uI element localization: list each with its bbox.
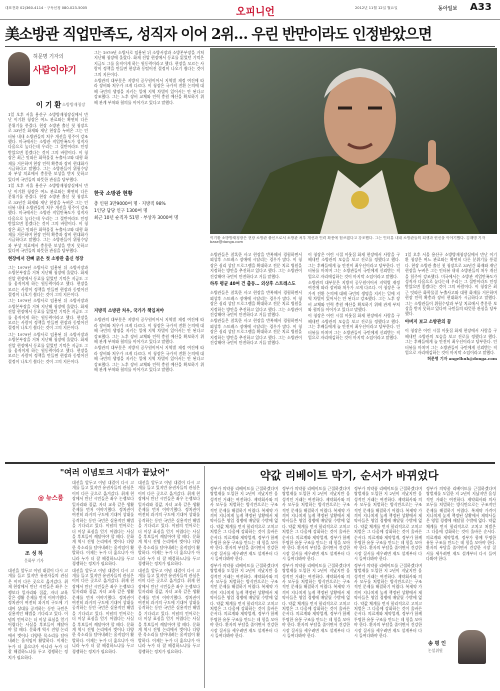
- photo-caption: 이기환 소방방재청장은 현장 소방관 출신으로서 소방관 처우 개선과 인력 확충에 힘쓰겠다고 강조했다. 그는 인터뷰 내내 소방관들의 희생과 헌신을 이야기했다. 김재명 기자 base@donga.com: [210, 236, 486, 245]
- top-bar: [0, 0, 500, 20]
- section-divider: [5, 462, 495, 464]
- photo-portrait-graphic: [210, 48, 497, 234]
- section-label: 오피니언: [236, 7, 275, 18]
- reporter-email: 허문명 기자 angelhuh@donga.com: [427, 356, 497, 362]
- reporter-portrait: [8, 52, 30, 86]
- main-headline: 美소방관 직업만족도, 성직자 이어 2위… 우린 반만이라도 인정받았으면: [5, 26, 432, 43]
- bottom-right-body-c: 정부가 의약품 리베이트를 근절하겠다며 쌍벌제를 도입한 지 2년이 지났지만 음성적인 거래는 여전하다. 제약회사와 의사 모두를 처벌하는 방식만으로는 구조적인 문제를 해결하기 어렵다. 복제약 가격이 지나치게 높게 책정된 상황에서 제약사들은 영업 경쟁에 매달릴 수밖에 없다. 약값 체계를 먼저 합리적으로 고치고 처벌은 그 다음에 강화하는 것이 올바른 순서다. 의료계와 제약업계, 정부가 함께 투명한 유통 구조를 만드는 데 힘을 모아야 한다. 환자의 부담을 줄이면서 건강한 시장 질서를 세우려면 제도 설계부터 다시 들여다봐야 한다. 정부가 의약품 리베이트를 근절하겠다며 쌍벌제를 도입한 지 2년이 지났지만 음성적인 거래는 여전하다. 제약회사와 의사 모두를 처벌하는 방식만으로는 구조적인 문제를 해결하기 어렵다. 복제약 가격이 지나치게 높게 책정된 상황에서 제약사들은 영업 경쟁에 매달릴 수밖에 없다. 약값 체계를 먼저 합리적으로 고치고 처벌은 그 다음에 강화하는 것이 올바른 순서다. 의료계와 제약업계, 정부가 함께 투명한 유통 구조를 만드는 데 힘을 모아야 한다. 환자의 부담을 줄이면서 건강한 시장 질서를 세우려면 제도 설계부터 다시 들여다봐야 한다.: [354, 486, 422, 638]
- column-body-5: 이 청장은 어린 시절 이웃집 화재 현장에서 사람을 구해내던 소방관의 모습을 보고 진로를 정했다고 했다. 그는 후배들에게 늘 안전이 최우선이라고 당부한다. 인터뷰를 마치며 그는 소방관들이 국민에게 신뢰받는 직업으로 자리매김하는 것이 마지막 소임이라고 말했다. 소방관의 대부분은 지방직 공무원이어서 지역별 재정 여건에 따라 장비와 처우가 크게 다르다. 이 청장은 국가직 전환 논의에 대해 국민의 생명을 지키는 일에 지역 차별이 있어서는 안 된다고 강조했다. 그는 노후 장비 교체와 인력 충원 예산을 확보하기 위해 관계 부처와 협의를 이어가고 있다고 말했다. 이 청장은 어린 시절 이웃집 화재 현장에서 사람을 구해내던 소방관의 모습을 보고 진로를 정했다고 했다. 그는 후배들에게 늘 안전이 최우선이라고 당부한다. 인터뷰를 마치며 그는 소방관들이 국민에게 신뢰받는 직업으로 자리매김하는 것이 마지막 소임이라고 말했다.: [308, 252, 400, 341]
- interviewee-name: 이 기 환: [36, 101, 62, 109]
- bottom-right-body-d: 정부가 의약품 리베이트를 근절하겠다며 쌍벌제를 도입한 지 2년이 지났지만 음성적인 거래는 여전하다. 제약회사와 의사 모두를 처벌하는 방식만으로는 구조적인 문제를 해결하기 어렵다. 복제약 가격이 지나치게 높게 책정된 상황에서 제약사들은 영업 경쟁에 매달릴 수밖에 없다. 약값 체계를 먼저 합리적으로 고치고 처벌은 그 다음에 강화하는 것이 올바른 순서다. 의료계와 제약업계, 정부가 함께 투명한 유통 구조를 만드는 데 힘을 모아야 한다. 환자의 부담을 줄이면서 건강한 시장 질서를 세우려면 제도 설계부터 다시 들여다봐야 한다.: [426, 486, 496, 562]
- subheading-3: 하루 평균 40여 건 출동… 외상후 스트레스도: [210, 282, 296, 288]
- bottom-left-body-c: 대선을 앞두고 이념 대결이 다시 고개를 들고 있지만 유권자들의 관심은 이미 다른 곳으로 옮겨갔다. 취재 현장에서 만난 시민들은 좌우 논쟁보다 일자리와 집값, 자녀 교육 같은 생활 문제를 먼저 이야기했다. 정치권이 여전히 과거의 구도에 기대어 상대를 공격하는 동안 국민은 실용적인 해법을 기다리고 있다. 이념의 언어로는 더 이상 표심을 얻기 어렵다는 사실을 후보들이 깨달아야 할 때다. 문화계 역시 진영 논리에서 벗어나 다양한 목소리를 담아내려는 움직임이 활발하다. 이제는 누가 더 옳으냐가 아니라 누가 더 잘 해결하느냐를 두고 경쟁하는 정치가 필요하다. 대선을 앞두고 이념 대결이 다시 고개를 들고 있지만 유권자들의 관심은 이미 다른 곳으로 옮겨갔다. 취재 현장에서 만난 시민들은 좌우 논쟁보다 일자리와 집값, 자녀 교육 같은 생활 문제를 먼저 이야기했다. 정치권이 여전히 과거의 구도에 기대어 상대를 공격하는 동안 국민은 실용적인 해법을 기다리고 있다. 이념의 언어로는 더 이상 표심을 얻기 어렵다는 사실을 후보들이 깨달아야 할 때다. 문화계 역시 진영 논리에서 벗어나 다양한 목소리를 담아내려는 움직임이 활발하다. 이제는 누가 더 옳으냐가 아니라 누가 더 잘 해결하느냐를 두고 경쟁하는 정치가 필요하다.: [138, 480, 200, 654]
- subheading-2: 지방직 소방관 처우, 국가가 책임져야: [94, 309, 164, 314]
- bottom-right-body-a: 정부가 의약품 리베이트를 근절하겠다며 쌍벌제를 도입한 지 2년이 지났지만 음성적인 거래는 여전하다. 제약회사와 의사 모두를 처벌하는 방식만으로는 구조적인 문제를 해결하기 어렵다. 복제약 가격이 지나치게 높게 책정된 상황에서 제약사들은 영업 경쟁에 매달릴 수밖에 없다. 약값 체계를 먼저 합리적으로 고치고 처벌은 그 다음에 강화하는 것이 올바른 순서다. 의료계와 제약업계, 정부가 함께 투명한 유통 구조를 만드는 데 힘을 모아야 한다. 환자의 부담을 줄이면서 건강한 시장 질서를 세우려면 제도 설계부터 다시 들여다봐야 한다. 정부가 의약품 리베이트를 근절하겠다며 쌍벌제를 도입한 지 2년이 지났지만 음성적인 거래는 여전하다. 제약회사와 의사 모두를 처벌하는 방식만으로는 구조적인 문제를 해결하기 어렵다. 복제약 가격이 지나치게 높게 책정된 상황에서 제약사들은 영업 경쟁에 매달릴 수밖에 없다. 약값 체계를 먼저 합리적으로 고치고 처벌은 그 다음에 강화하는 것이 올바른 순서다. 의료계와 제약업계, 정부가 함께 투명한 유통 구조를 만드는 데 힘을 모아야 한다. 환자의 부담을 줄이면서 건강한 시장 질서를 세우려면 제도 설계부터 다시 들여다봐야 한다.: [210, 486, 278, 638]
- bottom-left-body-a: 대선을 앞두고 이념 대결이 다시 고개를 들고 있지만 유권자들의 관심은 이미 다른 곳으로 옮겨갔다. 취재 현장에서 만난 시민들은 좌우 논쟁보다 일자리와 집값, 자녀 교육 같은 생활 문제를 먼저 이야기했다. 정치권이 여전히 과거의 구도에 기대어 상대를 공격하는 동안 국민은 실용적인 해법을 기다리고 있다. 이념의 언어로는 더 이상 표심을 얻기 어렵다는 사실을 후보들이 깨달아야 할 때다. 문화계 역시 진영 논리에서 벗어나 다양한 목소리를 담아내려는 움직임이 활발하다. 이제는 누가 더 옳으냐가 아니라 누가 더 잘 해결하느냐를 두고 경쟁하는 정치가 필요하다.: [8, 568, 68, 660]
- bottom-vertical-divider: [204, 466, 205, 688]
- headline-rule: [5, 46, 495, 47]
- author-title-right: 논설위원: [428, 648, 443, 653]
- newsroom-label: @ 뉴스룸: [38, 495, 64, 502]
- issue-date: 2012년 11월 12일 월요일: [355, 6, 398, 10]
- sidebar-item: 총 인원 3만9000여 명 · 지방직 98%: [94, 202, 166, 207]
- contact-info: 대표전화 02)360-4114 · 구독신청 080-023-5005: [5, 6, 88, 10]
- sidebar-item: 최근 10년 순직자 51명 · 부상자 3000여 명: [94, 216, 179, 221]
- author-title-left: 문화부 기자: [24, 558, 44, 563]
- paper-name: 동아일보: [438, 6, 458, 12]
- author-name-left: 조 성 하: [25, 551, 43, 557]
- column-series-title: 사람이야기: [33, 66, 77, 76]
- sidebar-title: 한국 소방관 현황: [94, 191, 133, 197]
- author-photo-right: [458, 630, 486, 664]
- bottom-right-title: 약값 리베이트 막기, 순서가 바뀌었다: [260, 469, 439, 482]
- subheading-4: 아버지 보고 소방관의 꿈: [405, 319, 451, 325]
- column-series-by: 허문명 기자의: [33, 54, 64, 60]
- author-photo-left: [18, 508, 48, 544]
- bottom-left-body-b: 대선을 앞두고 이념 대결이 다시 고개를 들고 있지만 유권자들의 관심은 이미 다른 곳으로 옮겨갔다. 취재 현장에서 만난 시민들은 좌우 논쟁보다 일자리와 집값, 자녀 교육 같은 생활 문제를 먼저 이야기했다. 정치권이 여전히 과거의 구도에 기대어 상대를 공격하는 동안 국민은 실용적인 해법을 기다리고 있다. 이념의 언어로는 더 이상 표심을 얻기 어렵다는 사실을 후보들이 깨달아야 할 때다. 문화계 역시 진영 논리에서 벗어나 다양한 목소리를 담아내려는 움직임이 활발하다. 이제는 누가 더 옳으냐가 아니라 누가 더 잘 해결하느냐를 두고 경쟁하는 정치가 필요하다. 대선을 앞두고 이념 대결이 다시 고개를 들고 있지만 유권자들의 관심은 이미 다른 곳으로 옮겨갔다. 취재 현장에서 만난 시민들은 좌우 논쟁보다 일자리와 집값, 자녀 교육 같은 생활 문제를 먼저 이야기했다. 정치권이 여전히 과거의 구도에 기대어 상대를 공격하는 동안 국민은 실용적인 해법을 기다리고 있다. 이념의 언어로는 더 이상 표심을 얻기 어렵다는 사실을 후보들이 깨달아야 할 때다. 문화계 역시 진영 논리에서 벗어나 다양한 목소리를 담아내려는 움직임이 활발하다. 이제는 누가 더 옳으냐가 아니라 누가 더 잘 해결하느냐를 두고 경쟁하는 정치가 필요하다.: [72, 480, 134, 654]
- column-body-3: 지방직 소방관 처우, 국가가 책임져야 소방관의 대부분은 지방직 공무원이어서 지역별 재정 여건에 따라 장비와 처우가 크게 다르다. 이 청장은 국가직 전환 논의에 대해 국민의 생명을 지키는 일에 지역 차별이 있어서는 안 된다고 강조했다. 그는 노후 장비 교체와 인력 충원 예산을 확보하기 위해 관계 부처와 협의를 이어가고 있다고 말했다. 소방관의 대부분은 지방직 공무원이어서 지역별 재정 여건에 따라 장비와 처우가 크게 다르다. 이 청장은 국가직 전환 논의에 대해 국민의 생명을 지키는 일에 지역 차별이 있어서는 안 된다고 강조했다. 그는 노후 장비 교체와 인력 충원 예산을 확보하기 위해 관계 부처와 협의를 이어가고 있다고 말했다.: [94, 309, 204, 373]
- column-body-6: 1일 오후 서울 용산구 소방방재청장실에서 만난 이기환 청장은 여느 관료와는 확연히 다른 분위기를 풍겼다. 현장 소방관 출신 첫 청장으로 33년간 화재와 재난 현장을 누벼온 그는 인터뷰 내내 소방관들의 처우 개선을 힘주어 강조했다. 미국에서는 소방관 직업만족도가 성직자 다음으로 높다는데 우리는 그 절반이라도 인정받았으면 좋겠다는 것이 그의 바람이다. 이 청장은 최근 잇따른 화학물질 누출사고와 대형 화재를 거론하며 현장 인력 확충과 장비 현대화가 시급하다고 말했다. 그는 소방관들이 위험수당과 부상 치료에서 충분한 보상을 받지 못하고 있다며 국민들의 따뜻한 관심을 당부했다. 아버지 보고 소방관의 꿈 이 청장은 어린 시절 이웃집 화재 현장에서 사람을 구해내던 소방관의 모습을 보고 진로를 정했다고 했다. 그는 후배들에게 늘 안전이 최우선이라고 당부한다. 인터뷰를 마치며 그는 소방관들이 국민에게 신뢰받는 직업으로 자리매김하는 것이 마지막 소임이라고 말했다. 허문명 기자 angelhuh@donga.com: [405, 252, 497, 362]
- column-body-4: 소방관들은 참혹한 사고 현장을 반복해서 경험하면서 외상후 스트레스 장애에 시달리는 경우가 많다. 이 청장은 심리 상담 프로그램을 확대하고 전문 치료 병원을 지정하는 방안을 추진하고 있다고 했다. 그는 소방관이 건강해야 국민이 안전하다고 거듭 말했다. 하루 평균 40여 건 출동… 외상후 스트레스도 소방관들은 참혹한 사고 현장을 반복해서 경험하면서 외상후 스트레스 장애에 시달리는 경우가 많다. 이 청장은 심리 상담 프로그램을 확대하고 전문 치료 병원을 지정하는 방안을 추진하고 있다고 했다. 그는 소방관이 건강해야 국민이 안전하다고 거듭 말했다. 소방관들은 참혹한 사고 현장을 반복해서 경험하면서 외상후 스트레스 장애에 시달리는 경우가 많다. 이 청장은 심리 상담 프로그램을 확대하고 전문 치료 병원을 지정하는 방안을 추진하고 있다고 했다. 그는 소방관이 건강해야 국민이 안전하다고 거듭 말했다.: [210, 252, 302, 346]
- sidebar-box: [94, 190, 202, 302]
- subheading-1: 현장에서 잔뼈 굵은 첫 소방관 출신 청장: [8, 256, 84, 262]
- interview-photo: [210, 48, 497, 234]
- interviewee-role: 소방방재청장: [62, 102, 86, 107]
- bottom-right-body-b: 정부가 의약품 리베이트를 근절하겠다며 쌍벌제를 도입한 지 2년이 지났지만 음성적인 거래는 여전하다. 제약회사와 의사 모두를 처벌하는 방식만으로는 구조적인 문제를 해결하기 어렵다. 복제약 가격이 지나치게 높게 책정된 상황에서 제약사들은 영업 경쟁에 매달릴 수밖에 없다. 약값 체계를 먼저 합리적으로 고치고 처벌은 그 다음에 강화하는 것이 올바른 순서다. 의료계와 제약업계, 정부가 함께 투명한 유통 구조를 만드는 데 힘을 모아야 한다. 환자의 부담을 줄이면서 건강한 시장 질서를 세우려면 제도 설계부터 다시 들여다봐야 한다. 정부가 의약품 리베이트를 근절하겠다며 쌍벌제를 도입한 지 2년이 지났지만 음성적인 거래는 여전하다. 제약회사와 의사 모두를 처벌하는 방식만으로는 구조적인 문제를 해결하기 어렵다. 복제약 가격이 지나치게 높게 책정된 상황에서 제약사들은 영업 경쟁에 매달릴 수밖에 없다. 약값 체계를 먼저 합리적으로 고치고 처벌은 그 다음에 강화하는 것이 올바른 순서다. 의료계와 제약업계, 정부가 함께 투명한 유통 구조를 만드는 데 힘을 모아야 한다. 환자의 부담을 줄이면서 건강한 시장 질서를 세우려면 제도 설계부터 다시 들여다봐야 한다.: [282, 486, 350, 638]
- bottom-left-title: "여러 이념토크 시대가 끝났어": [60, 467, 170, 477]
- column-body-1: 1일 오후 서울 용산구 소방방재청장실에서 만난 이기환 청장은 여느 관료와는 확연히 다른 분위기를 풍겼다. 현장 소방관 출신 첫 청장으로 33년간 화재와 재난 현장을 누벼온 그는 인터뷰 내내 소방관들의 처우 개선을 힘주어 강조했다. 미국에서는 소방관 직업만족도가 성직자 다음으로 높다는데 우리는 그 절반이라도 인정받았으면 좋겠다는 것이 그의 바람이다. 이 청장은 최근 잇따른 화학물질 누출사고와 대형 화재를 거론하며 현장 인력 확충과 장비 현대화가 시급하다고 말했다. 그는 소방관들이 위험수당과 부상 치료에서 충분한 보상을 받지 못하고 있다며 국민들의 따뜻한 관심을 당부했다. 1일 오후 서울 용산구 소방방재청장실에서 만난 이기환 청장은 여느 관료와는 확연히 다른 분위기를 풍겼다. 현장 소방관 출신 첫 청장으로 33년간 화재와 재난 현장을 누벼온 그는 인터뷰 내내 소방관들의 처우 개선을 힘주어 강조했다. 미국에서는 소방관 직업만족도가 성직자 다음으로 높다는데 우리는 그 절반이라도 인정받았으면 좋겠다는 것이 그의 바람이다. 이 청장은 최근 잇따른 화학물질 누출사고와 대형 화재를 거론하며 현장 인력 확충과 장비 현대화가 시급하다고 말했다. 그는 소방관들이 위험수당과 부상 치료에서 충분한 보상을 받지 못하고 있다며 국민들의 따뜻한 관심을 당부했다. 현장에서 잔뼈 굵은 첫 소방관 출신 청장 그는 1979년 소방사로 임용된 뒤 소방서장과 소방본부장을 거쳐 지난해 청장에 올랐다. 화재 진압 현장에서 동료를 잃었던 기억은 지금도 그를 움직이게 하는 원동력이라고 했다. 현장을 모르는 사람이 정책을 만들면 현장과 동떨어진 결정이 나오기 쉽다는 것이 그의 지론이다. 그는 1979년 소방사로 임용된 뒤 소방서장과 소방본부장을 거쳐 지난해 청장에 올랐다. 화재 진압 현장에서 동료를 잃었던 기억은 지금도 그를 움직이게 하는 원동력이라고 했다. 현장을 모르는 사람이 정책을 만들면 현장과 동떨어진 결정이 나오기 쉽다는 것이 그의 지론이다. 그는 1979년 소방사로 임용된 뒤 소방서장과 소방본부장을 거쳐 지난해 청장에 올랐다. 화재 진압 현장에서 동료를 잃었던 기억은 지금도 그를 움직이게 하는 원동력이라고 했다. 현장을 모르는 사람이 정책을 만들면 현장과 동떨어진 결정이 나오기 쉽다는 것이 그의 지론이다.: [8, 112, 88, 364]
- sidebar-item: 1인당 담당 인구 1300여 명: [94, 209, 148, 214]
- column-logo: [8, 50, 78, 90]
- author-name-right: 송 평 인: [428, 641, 446, 647]
- page-number: A33: [470, 2, 492, 13]
- column-body-2: 그는 1979년 소방사로 임용된 뒤 소방서장과 소방본부장을 거쳐 지난해 청장에 올랐다. 화재 진압 현장에서 동료를 잃었던 기억은 지금도 그를 움직이게 하는 원동력이라고 했다. 현장을 모르는 사람이 정책을 만들면 현장과 동떨어진 결정이 나오기 쉽다는 것이 그의 지론이다. 소방관의 대부분은 지방직 공무원이어서 지역별 재정 여건에 따라 장비와 처우가 크게 다르다. 이 청장은 국가직 전환 논의에 대해 국민의 생명을 지키는 일에 지역 차별이 있어서는 안 된다고 강조했다. 그는 노후 장비 교체와 인력 충원 예산을 확보하기 위해 관계 부처와 협의를 이어가고 있다고 말했다.: [94, 50, 204, 105]
